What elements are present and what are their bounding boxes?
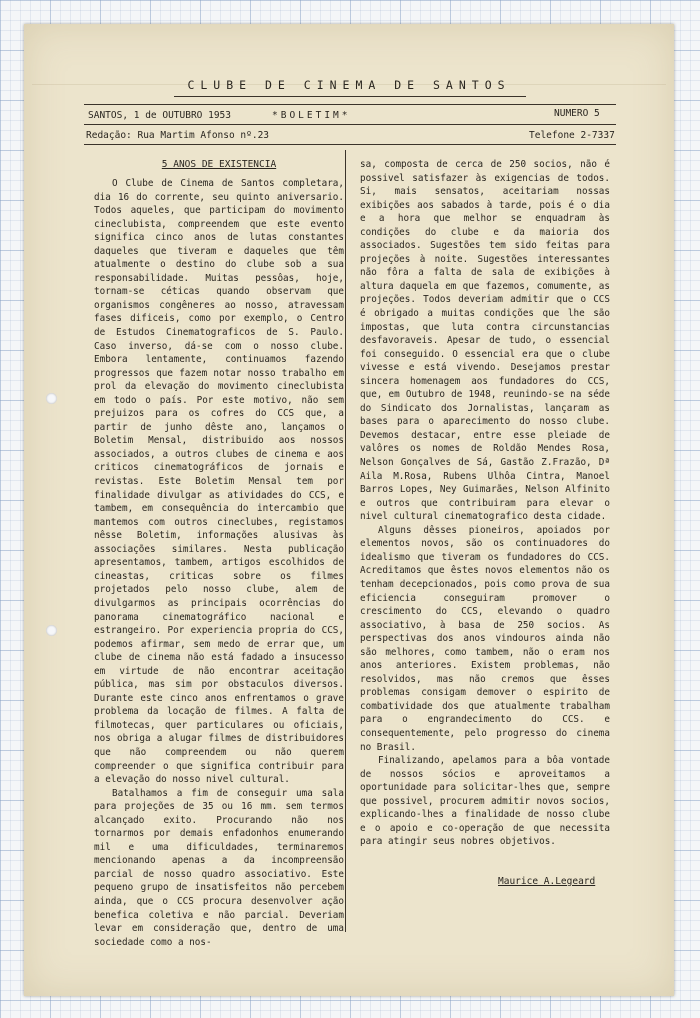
header-rule-middle	[84, 124, 616, 125]
header-rule-top	[84, 104, 616, 105]
phone-number: Telefone 2-7337	[529, 130, 615, 141]
editorial-address: Redação: Rua Martim Afonso nº.23	[86, 130, 270, 141]
article-paragraph: O Clube de Cinema de Santos completara, dia 16 do corrente, seu quinto aniversario. Todos aqueles, que participam do movimento cineclubista, compreendem que este evento significa cinco anos de lutas constantes daqueles que tiveram e daqueles que têm atualmente o destino do clube sob a sua responsabilidade. Muitas pessôas, hoje, tornam-se céticas quando observam que organismos congêneres ao nosso, atravessam fases dificeis, como por exemplo, o Centro de Estudos Cinematograficos de S. Paulo. Caso inverso, dá-se com o nosso clube. Embora lentamente, continuamos fazendo progressos que fazem notar nosso trabalho em prol da elevação do movimento cineclubista em todo o país. Por este motivo, não sem prejuizos para os cofres do CCS que, a partir de junho dêste ano, lançamos o Boletim Mensal, distribuido aos nossos associados, a outros clubes de cinema e aos criticos cinematográficos de jornais e revistas. Este Boletim Mensal tem por finalidade divulgar as atividades do CCS, e tambem, em consequência do intercambio que mantemos com outros cineclubes, registamos nêsse Boletim, informações alusivas às associações similares. Nesta publicação apresentamos, tambem, artigos escolhidos de cineastas, criticas sobre os filmes projetados pelo nosso clube, alem de divulgarmos as principais ocorrências do panorama cinematográfico nacional e estrangeiro. Por experiencia propria do CCS, podemos afirmar, sem medo de errar que, um clube de cinema não está fadado a insucesso em virtude de não encontrar aceitação pública, mas sim por obstaculos diversos. Durante este cinco anos enfrentamos o grave problema da locação de filmes. A falta de filmotecas, quer particulares ou oficiais, nos obriga a alugar filmes de distribuidores que não compreendem ou não querem compreender o que significa contribuir para a elevação do nosso nivel cultural.	[94, 178, 344, 786]
left-column	[94, 158, 344, 949]
article-paragraph: sa, composta de cerca de 250 socios, não é possivel satisfazer às exigencias de todos. Si, mais sensatos, aceitariam nossas exibições aos sabados à tarde, pois é o dia e a hora que melhor se enquadram às condições do clube e da maioria dos associados. Sugestões tem sido feitas para projeções à noite. Sugestões interessantes não fôra a falta de sala de exibições à altura daquela em que fazemos, comumente, as projeções. Todos deveriam admitir que o CCS é obrigado a muitas condições que lhe são impostas, que luta contra circunstancias desfavoraveis. Apesar de tudo, o essencial foi conseguido. O essencial era que o clube vivesse e está vivendo. Desejamos prestar sincera homenagem aos fundadores do CCS, que, em Outubro de 1948, reunindo-se na séde do Sindicato dos Jornalistas, lançaram as bases para o aparecimento do nosso clube. Devemos destacar, entre esse pleiade de valôres os nomes de Roldão Mendes Rosa, Nelson Gonçalves de Sá, Gastão Z.Frazão, Dª Aila M.Rosa, Rubens Ulhôa Cintra, Manoel Barros Lopes, Ney Guimarães, Nelson Alfinito e outros que contribuiram para elevar o nivel cultural cinematografico desta cidade.	[360, 159, 610, 523]
punch-hole	[46, 625, 57, 636]
article-paragraph: Batalhamos a fim de conseguir uma sala para projeções de 35 ou 16 mm. sem termos alcançado exito. Procurando não nos tornarmos por demais enfadonhos enumerando mil e uma dificuldades, terminaremos mencionando apenas a da incompreensão parcial de nosso quadro associativo. Este pequeno grupo de insatisfeitos não percebem ainda, que o CCS procura desenvolver ação benefica coletiva e não parcial. Deveriam levar em consideração que, dentro de uma sociedade como a nos-	[94, 787, 344, 948]
right-column	[360, 158, 610, 849]
article-paragraph: Alguns dêsses pioneiros, apoiados por elementos novos, são os continuadores do idealismo que tiveram os fundadores do CCS. Acreditamos que êstes novos elementos não os tenham decepcionados, pois como prova de sua eficiencia conseguiram promover o crescimento do CCS, elevando o quadro associativo, à basa de 250 socios. As perspectivas dos anos vindouros ainda não são melhores, como tambem, não o eram nos anos anteriores. Existem problemas, não resolvidos, mas não cremos que êsses problemas consigam demover o espirito de combatividade dos que atualmente trabalham para o engrandecimento do CCS. e consequentemente, pelo progresso do cinema no Brasil.	[360, 524, 610, 753]
issue-number: NUMERO 5	[554, 108, 600, 119]
title-underline	[174, 96, 526, 97]
author-signature: Maurice A.Legeard	[498, 876, 596, 887]
header-rule-bottom	[84, 144, 616, 145]
article-paragraph: Finalizando, apelamos para a bôa vontade de nossos sócios e aproveitamos a oportunidade para solicitar-lhes que, sempre que possivel, procurem admitir novos socios, explicando-lhes a finalidade de nosso clube e o apoio e co-operação de que necessita para atingir seus nobres objetivos.	[360, 755, 610, 848]
column-divider	[345, 150, 346, 932]
punch-hole	[46, 393, 57, 404]
article-title: 5 ANOS DE EXISTENCIA	[161, 159, 277, 170]
bulletin-label: *BOLETIM*	[272, 110, 351, 121]
bulletin-page	[24, 24, 674, 996]
issue-date: SANTOS, 1 de OUTUBRO 1953	[88, 110, 231, 121]
club-name: CLUBE DE CINEMA DE SANTOS	[187, 78, 511, 92]
